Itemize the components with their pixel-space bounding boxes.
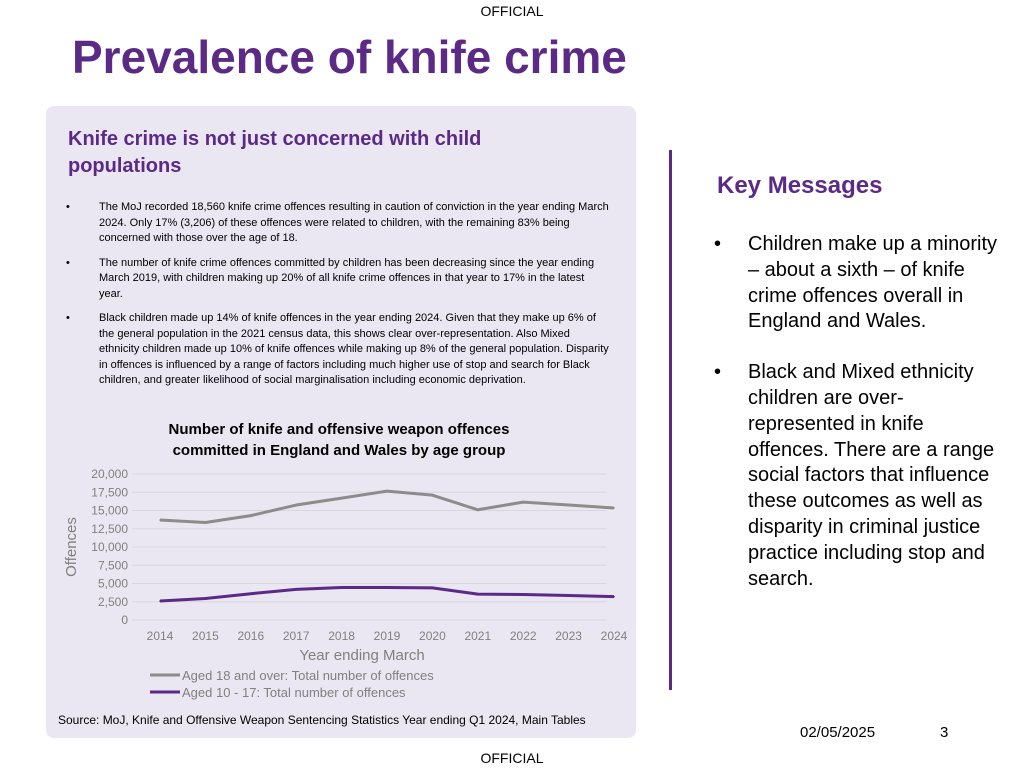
x-tick-label: 2017 bbox=[282, 629, 310, 643]
classification-label-bottom: OFFICIAL bbox=[480, 750, 544, 766]
x-tick-label: 2018 bbox=[328, 629, 355, 643]
x-tick-label: 2023 bbox=[555, 629, 582, 643]
y-tick-label: 5,000 bbox=[97, 576, 128, 591]
key-message-item bbox=[714, 232, 1004, 335]
key-message-text: Black and Mixed ethnicity children are over-represented in knife offences. There are a range social factors that influence these outcomes as well as disparity in criminal justice practice including stop and search. bbox=[748, 361, 995, 590]
panel-bullet-list bbox=[62, 200, 610, 398]
y-tick-label: 0 bbox=[121, 613, 128, 627]
series-line-adults bbox=[160, 491, 614, 522]
bullet-icon: • bbox=[714, 233, 722, 255]
data-point bbox=[432, 494, 434, 496]
data-point bbox=[341, 497, 343, 499]
panel-bullet bbox=[62, 200, 610, 247]
data-point bbox=[386, 490, 388, 492]
x-tick-label: 2014 bbox=[146, 629, 174, 643]
bullet-icon: • bbox=[714, 361, 722, 384]
legend-label: Aged 10 - 17: Total number of offences bbox=[182, 685, 406, 700]
y-tick-label: 12,500 bbox=[91, 521, 128, 536]
panel-bullet bbox=[62, 311, 610, 389]
x-tick-label: 2021 bbox=[464, 629, 492, 643]
y-tick-label: 15,000 bbox=[91, 503, 128, 518]
chart-title: Number of knife and offensive weapon offences bbox=[168, 421, 510, 438]
data-point bbox=[477, 509, 479, 511]
y-tick-label: 2,500 bbox=[97, 594, 128, 609]
panel-heading: Knife crime is not just concerned with child populations bbox=[68, 128, 482, 177]
y-tick-label: 7,500 bbox=[97, 558, 128, 573]
series-line-children bbox=[160, 588, 614, 602]
x-tick-label: 2016 bbox=[237, 629, 265, 643]
x-tick-label: 2015 bbox=[192, 629, 219, 643]
key-message-item bbox=[714, 360, 1004, 592]
y-axis-label: Offences bbox=[63, 517, 80, 577]
y-tick-label: 10,000 bbox=[91, 540, 128, 554]
panel-bullet bbox=[62, 256, 610, 303]
x-tick-label: 2024 bbox=[600, 629, 628, 643]
data-point bbox=[250, 515, 252, 517]
data-point bbox=[477, 593, 479, 595]
panel-bullet-text: The number of knife crime offences committed by children has been decreasing since the year ending March 2019, with children making up 20% of all knife crime offences in that year to 17% in the latest year. bbox=[99, 256, 595, 300]
bullet-icon: • bbox=[66, 201, 70, 213]
page-title: Prevalence of knife crime bbox=[72, 31, 627, 83]
data-point bbox=[613, 596, 615, 598]
chart-container bbox=[46, 416, 636, 708]
data-point bbox=[341, 587, 343, 589]
data-point bbox=[250, 593, 252, 595]
data-point bbox=[522, 501, 524, 503]
bullet-icon: • bbox=[66, 312, 70, 324]
data-point bbox=[205, 598, 207, 600]
data-point bbox=[568, 595, 570, 597]
vertical-divider bbox=[669, 150, 672, 690]
x-tick-label: 2022 bbox=[509, 629, 537, 643]
y-tick-label: 17,500 bbox=[91, 485, 128, 500]
x-tick-label: 2020 bbox=[419, 629, 446, 643]
x-axis-label: Year ending March bbox=[299, 647, 425, 664]
key-messages-list bbox=[714, 232, 1004, 617]
legend-label: Aged 18 and over: Total number of offences bbox=[182, 668, 434, 683]
data-point bbox=[522, 594, 524, 596]
page-number: 3 bbox=[940, 724, 949, 741]
x-tick-label: 2019 bbox=[373, 629, 401, 643]
panel-bullet-text: The MoJ recorded 18,560 knife crime offences resulting in caution of conviction in the year ending March 2024. Only 17% (3,206) of these offences were related to children, with the remaining 83% being concerned with those over the age of 18. bbox=[99, 201, 609, 244]
data-point bbox=[432, 587, 434, 589]
bullet-icon: • bbox=[66, 256, 70, 269]
data-point bbox=[568, 504, 570, 506]
key-message-text: Children make up a minority – about a sixth – of knife crime offences overall in England and Wales. bbox=[748, 233, 997, 333]
data-point bbox=[205, 522, 207, 524]
source-note: Source: MoJ, Knife and Offensive Weapon Sentencing Statistics Year ending Q1 2024, Main Tables bbox=[58, 713, 586, 727]
data-point bbox=[159, 519, 161, 521]
data-point bbox=[295, 589, 297, 591]
y-tick-label: 20,000 bbox=[91, 467, 128, 481]
line-chart bbox=[46, 416, 636, 708]
info-panel bbox=[46, 106, 636, 738]
data-point bbox=[386, 587, 388, 589]
footer-date: 02/05/2025 bbox=[800, 724, 876, 741]
key-messages-heading: Key Messages bbox=[717, 172, 883, 199]
data-point bbox=[613, 507, 615, 509]
data-point bbox=[159, 600, 161, 602]
data-point bbox=[295, 504, 297, 506]
panel-bullet-text: Black children made up 14% of knife offences in the year ending 2024. Given that they make up 6% of the general population in the 2021 census data, this shows clear over-representation. Also Mixed ethnicity children made up 10% of knife offences while making up 8% of the general population. Disparity in offences is influenced by a range of factors including much higher use of stop and search for Black children, and greater likelihood of social marginalisation including economic deprivation. bbox=[99, 312, 609, 386]
chart-title: committed in England and Wales by age group bbox=[172, 442, 506, 459]
classification-label-top: OFFICIAL bbox=[480, 3, 544, 19]
